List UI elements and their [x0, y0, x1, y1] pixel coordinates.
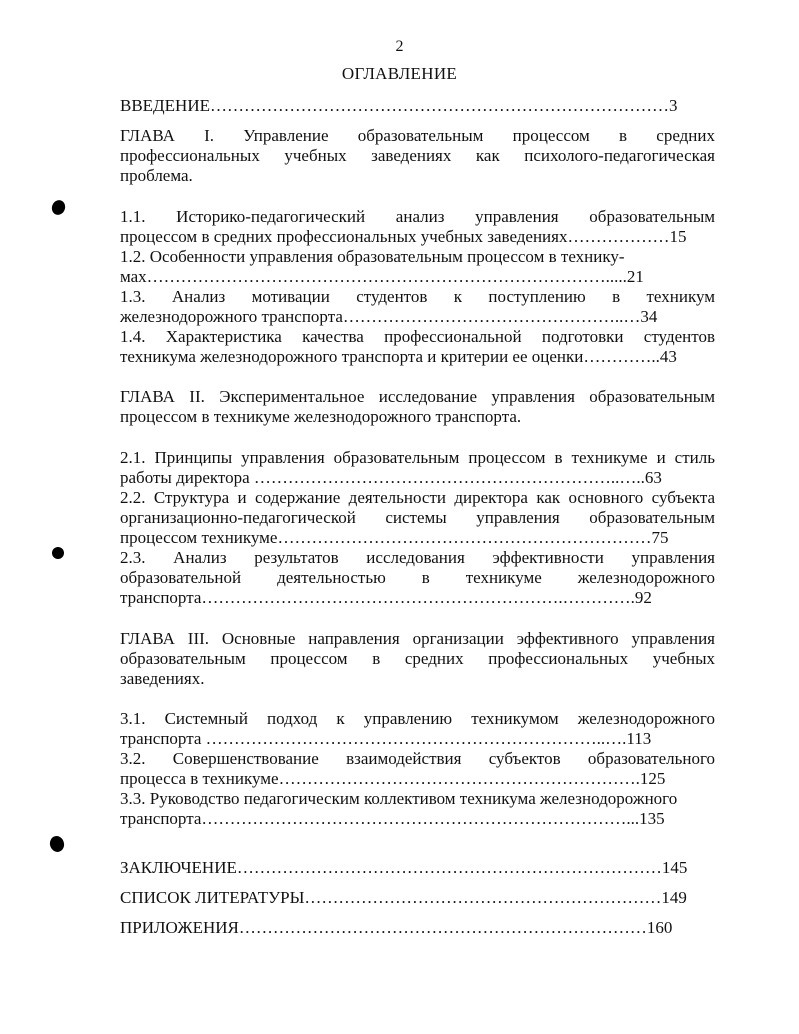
- page-number: 2: [395, 38, 404, 55]
- toc-entry-1-1-line-1: 1.1. Историко-педагогический анализ управления образовательным: [120, 207, 715, 226]
- toc-entry-2-1-line-2: работы директора ………………………………………………………..…..63: [120, 468, 662, 487]
- chapter-1-line-3: проблема.: [120, 166, 193, 185]
- toc-entry-2-3-line-1: 2.3. Анализ результатов исследования эффективности управления: [120, 548, 715, 567]
- toc-entry-1-4-line-1: 1.4. Характеристика качества профессиональной подготовки студентов: [120, 327, 715, 346]
- toc-entry-3-2-line-2: процесса в техникуме……………………………………………………….125: [120, 769, 666, 788]
- toc-entry-2-2-line-1: 2.2. Структура и содержание деятельности директора как основного субъекта: [120, 488, 715, 507]
- toc-entry-2-3-line-2: образовательной деятельностью в техникуме железнодорожного: [120, 568, 715, 587]
- toc-entry-3-1-line-1: 3.1. Системный подход к управлению техникумом железнодорожного: [120, 709, 715, 728]
- toc-entry-2-2-line-3: процессом техникуме…………………………………………………………75: [120, 528, 669, 547]
- toc-entry-intro: ВВЕДЕНИЕ………………………………………………………………………3: [120, 96, 678, 115]
- toc-entry-2-3-line-3: транспорта……………………………………………………….………….92: [120, 588, 652, 607]
- chapter-3-line-3: заведениях.: [120, 669, 205, 688]
- toc-entry-appendices: ПРИЛОЖЕНИЯ………………………………………………………………160: [120, 918, 673, 937]
- scan-blot: [52, 547, 64, 559]
- chapter-3-line-1: ГЛАВА III. Основные направления организации эффективного управления: [120, 629, 715, 648]
- scan-blot: [48, 834, 66, 853]
- toc-entry-3-3-line-1: 3.3. Руководство педагогическим коллективом техникума железнодорожного: [120, 789, 678, 808]
- toc-entry-1-3-line-1: 1.3. Анализ мотивации студентов к поступлению в техникум: [120, 287, 715, 306]
- chapter-3-line-2: образовательным процессом в средних профессиональных учебных: [120, 649, 715, 668]
- toc-entry-3-1-line-2: транспорта ……………………………………………………………..….113: [120, 729, 652, 748]
- toc-entry-literature: СПИСОК ЛИТЕРАТУРЫ………………………………………………………149: [120, 888, 687, 907]
- toc-entry-1-2-line-2: мах……………………………………………………………………….....21: [120, 267, 644, 286]
- toc-entry-conclusion: ЗАКЛЮЧЕНИЕ…………………………………………………………………145: [120, 858, 688, 877]
- toc-entry-1-3-line-2: железнодорожного транспорта…………………………………………..…34: [120, 307, 658, 326]
- chapter-1-line-2: профессиональных учебных заведениях как психолого-педагогическая: [120, 146, 715, 165]
- toc-entry-2-2-line-2: организационно-педагогической системы управления образовательным: [120, 508, 715, 527]
- toc-entry-1-1-line-2: процессом в средних профессиональных учебных заведениях………………15: [120, 227, 687, 246]
- toc-entry-1-4-line-2: техникума железнодорожного транспорта и критерии ее оценки…………..43: [120, 347, 677, 366]
- toc-entry-1-2-line-1: 1.2. Особенности управления образовательным процессом в технику-: [120, 247, 625, 266]
- scan-blot: [50, 198, 67, 217]
- chapter-2-line-2: процессом в техникуме железнодорожного транспорта.: [120, 407, 522, 426]
- chapter-1-line-1: ГЛАВА I. Управление образовательным процессом в средних: [120, 126, 715, 145]
- toc-entry-2-1-line-1: 2.1. Принципы управления образовательным процессом в техникуме и стиль: [120, 448, 715, 467]
- toc-entry-3-3-line-2: транспорта…………………………………………………………………...135: [120, 809, 665, 828]
- toc-heading: ОГЛАВЛЕНИЕ: [341, 64, 458, 83]
- toc-entry-3-2-line-1: 3.2. Совершенствование взаимодействия субъектов образовательного: [120, 749, 715, 768]
- chapter-2-line-1: ГЛАВА II. Экспериментальное исследование управления образовательным: [120, 387, 715, 406]
